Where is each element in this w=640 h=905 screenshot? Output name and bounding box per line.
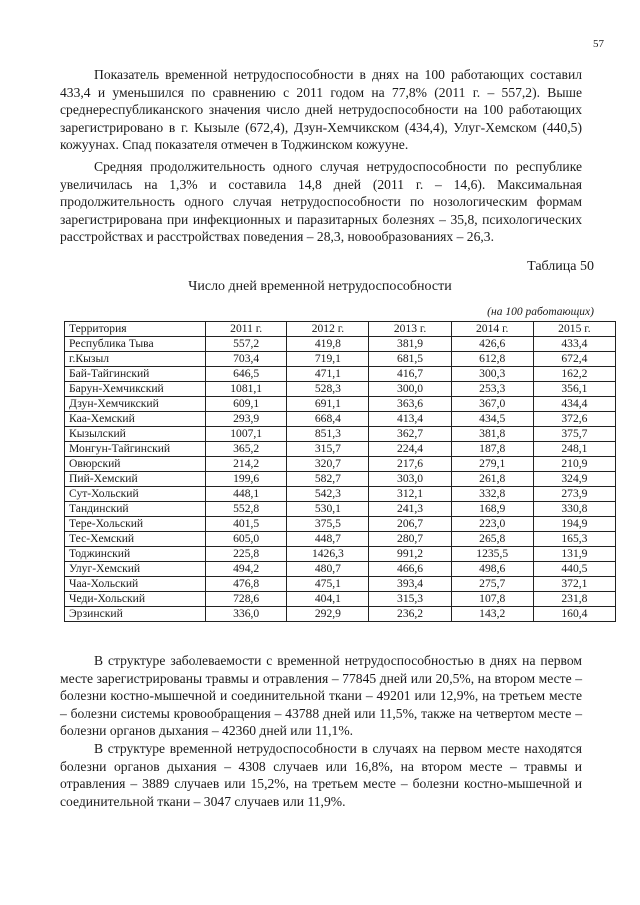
value-cell: 367,0 — [451, 397, 533, 412]
territory-cell: г.Кызыл — [65, 352, 206, 367]
value-cell: 401,5 — [206, 517, 287, 532]
value-cell: 330,8 — [533, 502, 615, 517]
table-header-row — [65, 322, 616, 337]
table-row — [65, 367, 616, 382]
value-cell: 476,8 — [206, 577, 287, 592]
column-header: 2013 г. — [369, 322, 451, 337]
value-cell: 143,2 — [451, 607, 533, 622]
table-label: Таблица 50 — [527, 259, 594, 274]
table-row — [65, 457, 616, 472]
value-cell: 381,8 — [451, 427, 533, 442]
value-cell: 416,7 — [369, 367, 451, 382]
value-cell: 241,3 — [369, 502, 451, 517]
value-cell: 280,7 — [369, 532, 451, 547]
territory-cell: Тере-Хольский — [65, 517, 206, 532]
value-cell: 528,3 — [287, 382, 369, 397]
value-cell: 107,8 — [451, 592, 533, 607]
table-row — [65, 397, 616, 412]
value-cell: 293,9 — [206, 412, 287, 427]
value-cell: 480,7 — [287, 562, 369, 577]
territory-cell: Эрзинский — [65, 607, 206, 622]
paragraph-case-duration: Средняя продолжительность одного случая нетрудоспособности по республике увеличилась на 1,3% и составила 14,8 дней (2011 г. – 14,6). Максимальная продолжительность одного случая нетрудоспособности по нозологическим формам зарегистрирована при инфекционных и паразитарных болезнях – 35,8, психологических расстройствах и расстройствах поведения – 28,3, новообразованиях – 26,3. — [60, 159, 582, 244]
value-cell: 131,9 — [533, 547, 615, 562]
value-cell: 261,8 — [451, 472, 533, 487]
territory-cell: Дзун-Хемчикский — [65, 397, 206, 412]
table-row — [65, 532, 616, 547]
value-cell: 612,8 — [451, 352, 533, 367]
value-cell: 194,9 — [533, 517, 615, 532]
value-cell: 426,6 — [451, 337, 533, 352]
table-row — [65, 382, 616, 397]
page-number: 57 — [593, 38, 604, 50]
value-cell: 719,1 — [287, 352, 369, 367]
value-cell: 214,2 — [206, 457, 287, 472]
value-cell: 434,5 — [451, 412, 533, 427]
value-cell: 448,7 — [287, 532, 369, 547]
value-cell: 160,4 — [533, 607, 615, 622]
value-cell: 375,7 — [533, 427, 615, 442]
table-row — [65, 562, 616, 577]
value-cell: 434,4 — [533, 397, 615, 412]
value-cell: 162,2 — [533, 367, 615, 382]
value-cell: 273,9 — [533, 487, 615, 502]
table-row — [65, 502, 616, 517]
value-cell: 253,3 — [451, 382, 533, 397]
value-cell: 315,3 — [369, 592, 451, 607]
value-cell: 187,8 — [451, 442, 533, 457]
value-cell: 165,3 — [533, 532, 615, 547]
value-cell: 471,1 — [287, 367, 369, 382]
value-cell: 303,0 — [369, 472, 451, 487]
table-row — [65, 517, 616, 532]
value-cell: 217,6 — [369, 457, 451, 472]
value-cell: 236,2 — [369, 607, 451, 622]
value-cell: 336,0 — [206, 607, 287, 622]
territory-cell: Улуг-Хемский — [65, 562, 206, 577]
table-row — [65, 442, 616, 457]
territory-cell: Сут-Хольский — [65, 487, 206, 502]
value-cell: 381,9 — [369, 337, 451, 352]
table-row — [65, 607, 616, 622]
territory-cell: Каа-Хемский — [65, 412, 206, 427]
value-cell: 991,2 — [369, 547, 451, 562]
value-cell: 324,9 — [533, 472, 615, 487]
value-cell: 315,7 — [287, 442, 369, 457]
value-cell: 312,1 — [369, 487, 451, 502]
value-cell: 466,6 — [369, 562, 451, 577]
value-cell: 691,1 — [287, 397, 369, 412]
value-cell: 475,1 — [287, 577, 369, 592]
value-cell: 248,1 — [533, 442, 615, 457]
table-unit-note: (на 100 работающих) — [487, 306, 594, 318]
value-cell: 646,5 — [206, 367, 287, 382]
table-row — [65, 472, 616, 487]
value-cell: 1426,3 — [287, 547, 369, 562]
value-cell: 224,4 — [369, 442, 451, 457]
territory-cell: Чеди-Хольский — [65, 592, 206, 607]
territory-cell: Барун-Хемчикский — [65, 382, 206, 397]
value-cell: 275,7 — [451, 577, 533, 592]
value-cell: 320,7 — [287, 457, 369, 472]
value-cell: 494,2 — [206, 562, 287, 577]
value-cell: 265,8 — [451, 532, 533, 547]
value-cell: 356,1 — [533, 382, 615, 397]
territory-cell: Бай-Тайгинский — [65, 367, 206, 382]
table-title: Число дней временной нетрудоспособности — [188, 279, 452, 294]
value-cell: 279,1 — [451, 457, 533, 472]
value-cell: 728,6 — [206, 592, 287, 607]
territory-cell: Республика Тыва — [65, 337, 206, 352]
value-cell: 609,1 — [206, 397, 287, 412]
value-cell: 542,3 — [287, 487, 369, 502]
value-cell: 448,1 — [206, 487, 287, 502]
value-cell: 433,4 — [533, 337, 615, 352]
column-header: 2014 г. — [451, 322, 533, 337]
paragraph-structure-cases: В структуре временной нетрудоспособности в случаях на первом месте находятся болезни органов дыхания – 4308 случаев или 16,8%, на втором месте – травмы и отравления – 3889 случаев или 15,2%, на третьем месте – болезни костно-мышечной и соединительной ткани – 3047 случаев или 11,9%. — [60, 741, 582, 809]
value-cell: 168,9 — [451, 502, 533, 517]
value-cell: 292,9 — [287, 607, 369, 622]
value-cell: 703,4 — [206, 352, 287, 367]
table-row — [65, 352, 616, 367]
territory-cell: Тандинский — [65, 502, 206, 517]
value-cell: 223,0 — [451, 517, 533, 532]
value-cell: 300,3 — [451, 367, 533, 382]
territory-cell: Пий-Хемский — [65, 472, 206, 487]
territory-cell: Монгун-Тайгинский — [65, 442, 206, 457]
value-cell: 199,6 — [206, 472, 287, 487]
territory-cell: Овюрский — [65, 457, 206, 472]
value-cell: 372,1 — [533, 577, 615, 592]
table-row — [65, 337, 616, 352]
column-header: 2012 г. — [287, 322, 369, 337]
value-cell: 1007,1 — [206, 427, 287, 442]
value-cell: 413,4 — [369, 412, 451, 427]
value-cell: 681,5 — [369, 352, 451, 367]
value-cell: 582,7 — [287, 472, 369, 487]
value-cell: 210,9 — [533, 457, 615, 472]
value-cell: 1081,1 — [206, 382, 287, 397]
value-cell: 672,4 — [533, 352, 615, 367]
table-body — [65, 337, 616, 622]
value-cell: 605,0 — [206, 532, 287, 547]
value-cell: 419,8 — [287, 337, 369, 352]
paragraph-structure-days: В структуре заболеваемости с временной нетрудоспособностью в днях на первом месте зарегистрированы травмы и отравления – 77845 дней или 20,5%, на втором месте – болезни костно-мышечной и соединительной ткани – 49201 или 12,9%, на третьем месте – болезни системы кровообращения – 43788 дней или 11,5%, также на четвертом месте – болезни органов дыхания – 42360 дней или 11,1%. — [60, 653, 582, 738]
column-header: 2015 г. — [533, 322, 615, 337]
value-cell: 206,7 — [369, 517, 451, 532]
table-row — [65, 427, 616, 442]
territory-cell: Кызылский — [65, 427, 206, 442]
territory-cell: Чаа-Хольский — [65, 577, 206, 592]
value-cell: 404,1 — [287, 592, 369, 607]
value-cell: 498,6 — [451, 562, 533, 577]
value-cell: 332,8 — [451, 487, 533, 502]
value-cell: 557,2 — [206, 337, 287, 352]
table-row — [65, 577, 616, 592]
value-cell: 530,1 — [287, 502, 369, 517]
table-row — [65, 592, 616, 607]
table-row — [65, 547, 616, 562]
paragraph-disability-days: Показатель временной нетрудоспособности в днях на 100 работающих составил 433,4 и уменьшился по сравнению с 2011 годом на 77,8% (2011 г. – 557,2). Выше среднереспубликанского значения число дней нетрудоспособности на 100 работающих зарегистрировано в г. Кызыле (672,4), Дзун-Хемчикском (434,4), Улуг-Хемском (440,5) кожуунах. Спад показателя отмечен в Тоджинском кожууне. — [60, 67, 582, 152]
disability-days-table — [64, 321, 616, 622]
value-cell: 393,4 — [369, 577, 451, 592]
value-cell: 552,8 — [206, 502, 287, 517]
value-cell: 851,3 — [287, 427, 369, 442]
table-row — [65, 487, 616, 502]
value-cell: 365,2 — [206, 442, 287, 457]
value-cell: 362,7 — [369, 427, 451, 442]
value-cell: 225,8 — [206, 547, 287, 562]
value-cell: 231,8 — [533, 592, 615, 607]
value-cell: 375,5 — [287, 517, 369, 532]
value-cell: 1235,5 — [451, 547, 533, 562]
value-cell: 372,6 — [533, 412, 615, 427]
territory-cell: Тес-Хемский — [65, 532, 206, 547]
table-row — [65, 412, 616, 427]
value-cell: 363,6 — [369, 397, 451, 412]
value-cell: 300,0 — [369, 382, 451, 397]
value-cell: 440,5 — [533, 562, 615, 577]
column-header: 2011 г. — [206, 322, 287, 337]
column-header: Территория — [65, 322, 206, 337]
value-cell: 668,4 — [287, 412, 369, 427]
territory-cell: Тоджинский — [65, 547, 206, 562]
